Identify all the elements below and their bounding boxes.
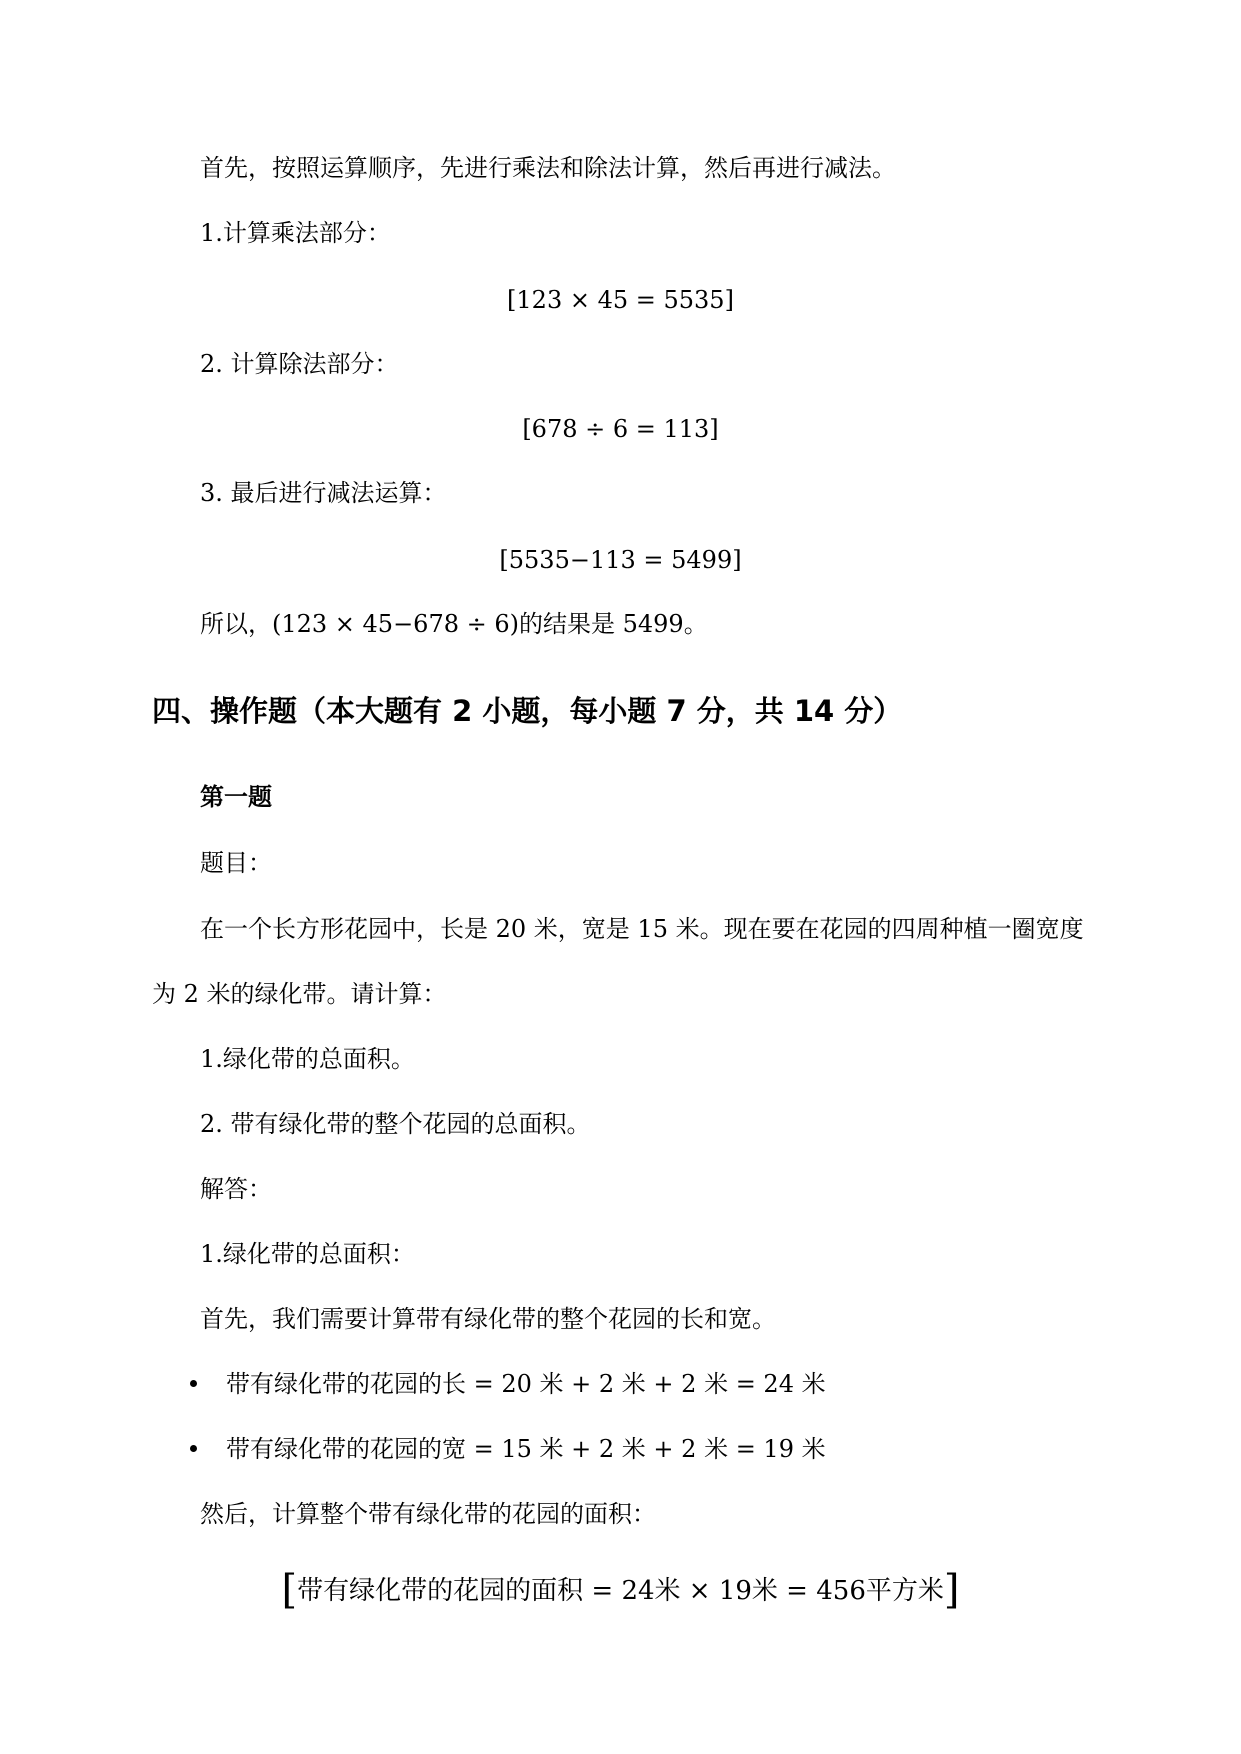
- ask-item-2: 2. 带有绿化带的整个花园的总面积。: [200, 1110, 591, 1138]
- left-bracket: [: [281, 1567, 298, 1613]
- bullet-item-length: 带有绿化带的花园的长 = 20 米 + 2 米 + 2 米 = 24 米: [226, 1370, 826, 1398]
- question-label: 题目：: [200, 849, 272, 877]
- section-heading: 四、操作题（本大题有 2 小题，每小题 7 分，共 14 分）: [152, 694, 903, 728]
- answer1-intro: 首先，我们需要计算带有绿化带的整个花园的长和宽。: [200, 1305, 776, 1333]
- step2-formula: [678 ÷ 6 = 113]: [522, 415, 719, 443]
- bullet-item-width: 带有绿化带的花园的宽 = 15 米 + 2 米 + 2 米 = 19 米: [226, 1435, 826, 1463]
- answer-label: 解答：: [200, 1175, 272, 1203]
- question-text-line2: 为 2 米的绿化带。请计算：: [152, 980, 447, 1008]
- conclusion-paragraph: 所以，(123 × 45−678 ÷ 6)的结果是 5499。: [200, 610, 708, 638]
- intro-paragraph: 首先，按照运算顺序，先进行乘法和除法计算，然后再进行减法。: [200, 154, 896, 182]
- question-title: 第一题: [200, 783, 272, 811]
- step2-label: 2. 计算除法部分：: [200, 350, 399, 378]
- ask-item-1: 1.绿化带的总面积。: [200, 1045, 415, 1073]
- step3-formula: [5535−113 = 5499]: [499, 546, 742, 574]
- area-formula: [0, 1567, 1241, 1613]
- area-formula-text: 带有绿化带的花园的面积 = 24米 × 19米 = 456平方米: [297, 1576, 944, 1606]
- step1-label: 1.计算乘法部分：: [200, 219, 391, 247]
- bullet-dot: [190, 1380, 197, 1387]
- question-text-line1: 在一个长方形花园中，长是 20 米，宽是 15 米。现在要在花园的四周种植一圈宽度: [200, 915, 1084, 943]
- right-bracket: ]: [943, 1567, 960, 1613]
- step3-label: 3. 最后进行减法运算：: [200, 479, 447, 507]
- answer1-label: 1.绿化带的总面积：: [200, 1240, 415, 1268]
- then-paragraph: 然后，计算整个带有绿化带的花园的面积：: [200, 1500, 656, 1528]
- step1-formula: [123 × 45 = 5535]: [507, 286, 734, 314]
- bullet-dot: [190, 1445, 197, 1452]
